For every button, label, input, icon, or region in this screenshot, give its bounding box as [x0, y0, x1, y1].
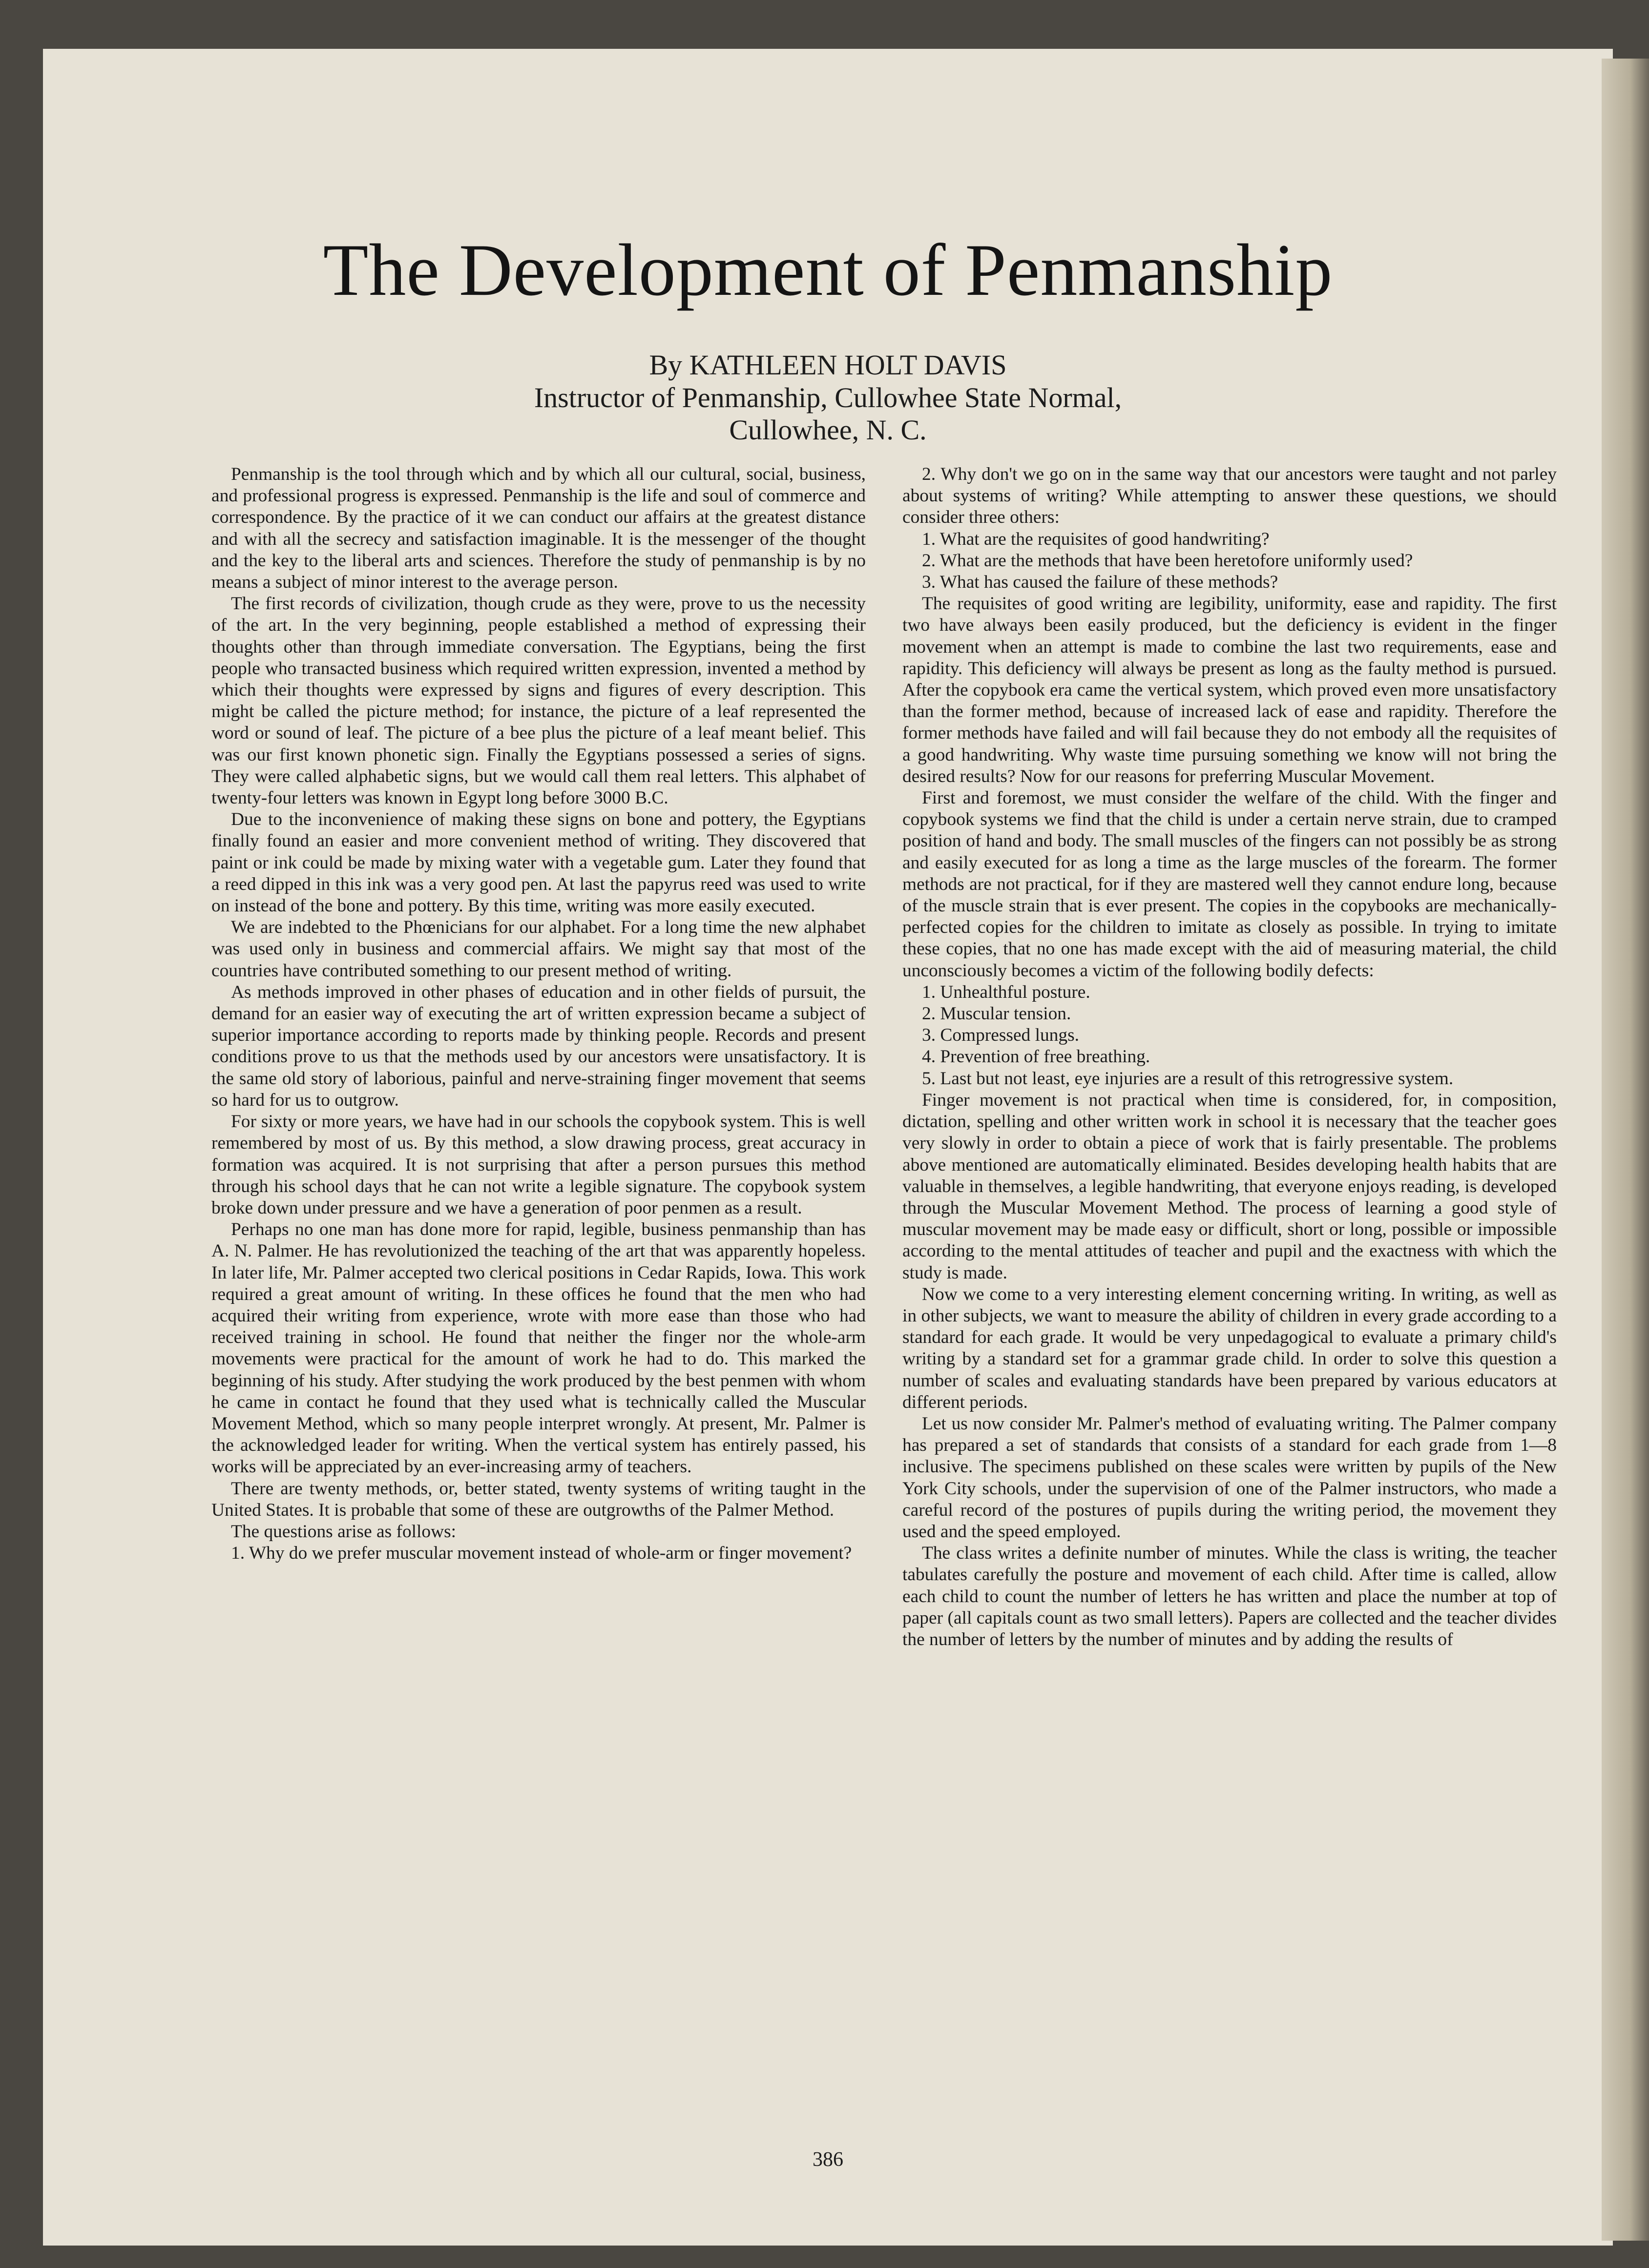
paragraph: There are twenty methods, or, better stated, twenty systems of writing taught in the United States. It is probable that some of these are outgrowths of the Palmer Method. [211, 1478, 866, 1520]
paragraph: We are indebted to the Phœnicians for our alphabet. For a long time the new alphabet was used only in business and commercial affairs. We might say that most of the countries have contributed something to our present method of writing. [211, 917, 866, 981]
question-item: 3. What has caused the failure of these methods? [922, 572, 1278, 593]
page [43, 49, 1613, 2246]
page-number: 386 [813, 2148, 843, 2171]
byline-position: Instructor of Penmanship, Cullowhee State Normal, [534, 381, 1122, 413]
byline [43, 349, 1613, 447]
paragraph: The class writes a definite number of minutes. While the class is writing, the teacher tabulates carefully the posture and movement of each child. After time is called, allow each child to count the number of letters he has written and place the number at top of paper (all capitals count as two small letters). Papers are collected and the teacher divides the number of letters by the number of minutes and by adding the results of [902, 1543, 1557, 1649]
paragraph: The first records of civilization, though crude as they were, prove to us the necessity of the art. In the very beginning, people established a method of expressing their thoughts other than through immediate conversation. The Egyptians, being the first people who transacted business which required written expression, invented a method by which their thoughts were expressed by signs and figures of every description. This might be called the picture method; for instance, the picture of a leaf represented the word or sound of leaf. The picture of a bee plus the picture of a leaf meant belief. This was our first known phonetic sign. Finally the Egyptians possessed a series of signs. They were called alphabetic signs, but we would call them real letters. This alphabet of twenty-four letters was known in Egypt long before 3000 B.C. [211, 594, 866, 808]
list-item: 5. Last but not least, eye injuries are a result of this retrogressive system. [922, 1068, 1454, 1089]
question-item: 2. Why don't we go on in the same way that our ancestors were taught and not parley about systems of writing? While attempting to answer these questions, we should consider three others: [902, 464, 1557, 528]
question-item: 2. What are the methods that have been heretofore uniformly used? [922, 550, 1413, 571]
paragraph: Due to the inconvenience of making these signs on bone and pottery, the Egyptians finally found an easier and more convenient method of writing. They discovered that paint or ink could be made by mixing water with a vegetable gum. Later they found that a reed dipped in this ink was a very good pen. At last the papyrus reed was used to write on instead of the bone and pottery. By this time, writing was more easily executed. [211, 809, 866, 916]
list-item: 4. Prevention of free breathing. [922, 1047, 1150, 1067]
paragraph: First and foremost, we must consider the welfare of the child. With the finger and copybook systems we find that the child is under a certain nerve strain, due to cramped position of hand and body. The small muscles of the fingers can not possibly be as strong and easily executed for as long a time as the large muscles of the forearm. The former methods are not practical, for if they are mastered well they cannot endure long, because of the muscle strain that is ever present. The copies in the copybooks are mechanically-perfected copies for the children to imitate as closely as possible. In trying to imitate these copies, that no one has made except with the aid of measuring material, the child unconsciously becomes a victim of the following bodily defects: [902, 788, 1557, 981]
question-item: 1. What are the requisites of good handwriting? [922, 529, 1270, 549]
paragraph: Now we come to a very interesting element concerning writing. In writing, as well as in other subjects, we want to measure the ability of children in every grade according to a standard for each grade. It would be very unpedagogical to evaluate a primary child's writing by a standard set for a grammar grade child. In order to solve this question a number of scales and evaluating standards have been prepared by various educators at different periods. [902, 1284, 1557, 1412]
list-item: 1. Unhealthful posture. [922, 982, 1090, 1002]
right-column [902, 464, 1557, 1650]
paragraph: Penmanship is the tool through which and by which all our cultural, social, business, and professional progress is expressed. Penmanship is the life and soul of commerce and correspondence. By the practice of it we can conduct our affairs at the greatest distance and with all the secrecy and satisfaction imaginable. It is the messenger of the thought and the key to the liberal arts and sciences. Therefore the study of penmanship is by no means a subject of minor interest to the average person. [211, 464, 866, 593]
paragraph: For sixty or more years, we have had in our schools the copybook system. This is well remembered by most of us. By this method, a slow drawing process, great accuracy in formation was acquired. It is not surprising that after a person pursues this method through his school days that he can not write a legible signature. The copybook system broke down under pressure and we have a generation of poor penmen as a result. [211, 1112, 866, 1218]
byline-author: By KATHLEEN HOLT DAVIS [649, 349, 1007, 381]
list-item: 3. Compressed lungs. [922, 1025, 1079, 1046]
paragraph: As methods improved in other phases of education and in other fields of pursuit, the demand for an easier way of executing the art of written expression became a subject of superior importance according to reports made by thinking people. Records and present conditions prove to us that the methods used by our ancestors were unsatisfactory. It is the same old story of laborious, painful and nerve-straining finger movement that seems so hard for us to outgrow. [211, 982, 866, 1110]
left-column [211, 464, 866, 1564]
paragraph: Let us now consider Mr. Palmer's method of evaluating writing. The Palmer company has prepared a set of standards that consists of a standard for each grade from 1—8 inclusive. The specimens published on these scales were written by pupils of the New York City schools, under the supervision of one of the Palmer instructors, who made a careful record of the postures of pupils during the writing period, the movement they used and the speed employed. [902, 1413, 1557, 1542]
article-title: The Development of Penmanship [323, 229, 1333, 311]
facing-page-edge [1602, 59, 1649, 2241]
byline-location: Cullowhee, N. C. [729, 414, 927, 446]
paragraph: Finger movement is not practical when time is considered, for, in composition, dictation, spelling and other written work in school it is necessary that the teacher goes very slowly in order to obtain a piece of work that is fairly presentable. The problems above mentioned are automatically eliminated. Besides developing health habits that are valuable in themselves, a legible handwriting, that everyone enjoys reading, is developed through the Muscular Movement Method. The process of learning a good style of muscular movement may be made easy or difficult, short or long, possible or impossible according to the mental attitudes of teacher and pupil and the exactness with which the study is made. [902, 1090, 1557, 1283]
list-item: 2. Muscular tension. [922, 1004, 1071, 1024]
paragraph: The questions arise as follows: [231, 1521, 457, 1542]
paragraph: Perhaps no one man has done more for rapid, legible, business penmanship than has A. N. Palmer. He has revolutionized the teaching of the art that was apparently hopeless. In later life, Mr. Palmer accepted two clerical positions in Cedar Rapids, Iowa. This work required a great amount of writing. In these offices he found that the men who had acquired their writing from experience, wrote with more ease than those who had received training in school. He found that neither the finger nor the whole-arm movements were practical for the amount of work he had to do. This marked the beginning of his study. After studying the work produced by the best penmen with whom he came in contact he found that they used what is technically called the Muscular Movement Method, which so many people interpret wrongly. At present, Mr. Palmer is the acknowledged leader for writing. When the vertical system has entirely passed, his works will be appreciated by an ever-increasing army of teachers. [211, 1219, 866, 1477]
paragraph: The requisites of good writing are legibility, uniformity, ease and rapidity. The first two have always been easily produced, but the deficiency is evident in the finger movement when an attempt is made to combine the last two requirements, ease and rapidity. This deficiency will always be present as long as the faulty method is pursued. After the copybook era came the vertical system, which proved even more unsatisfactory than the former method, because of increased lack of ease and rapidity. Therefore the former methods have failed and will fail because they do not embody all the requisites of a good handwriting. Why waste time pursuing something we know will not bring the desired results? Now for our reasons for preferring Muscular Movement. [902, 594, 1557, 786]
question-item: 1. Why do we prefer muscular movement instead of whole-arm or finger movement? [231, 1543, 852, 1564]
